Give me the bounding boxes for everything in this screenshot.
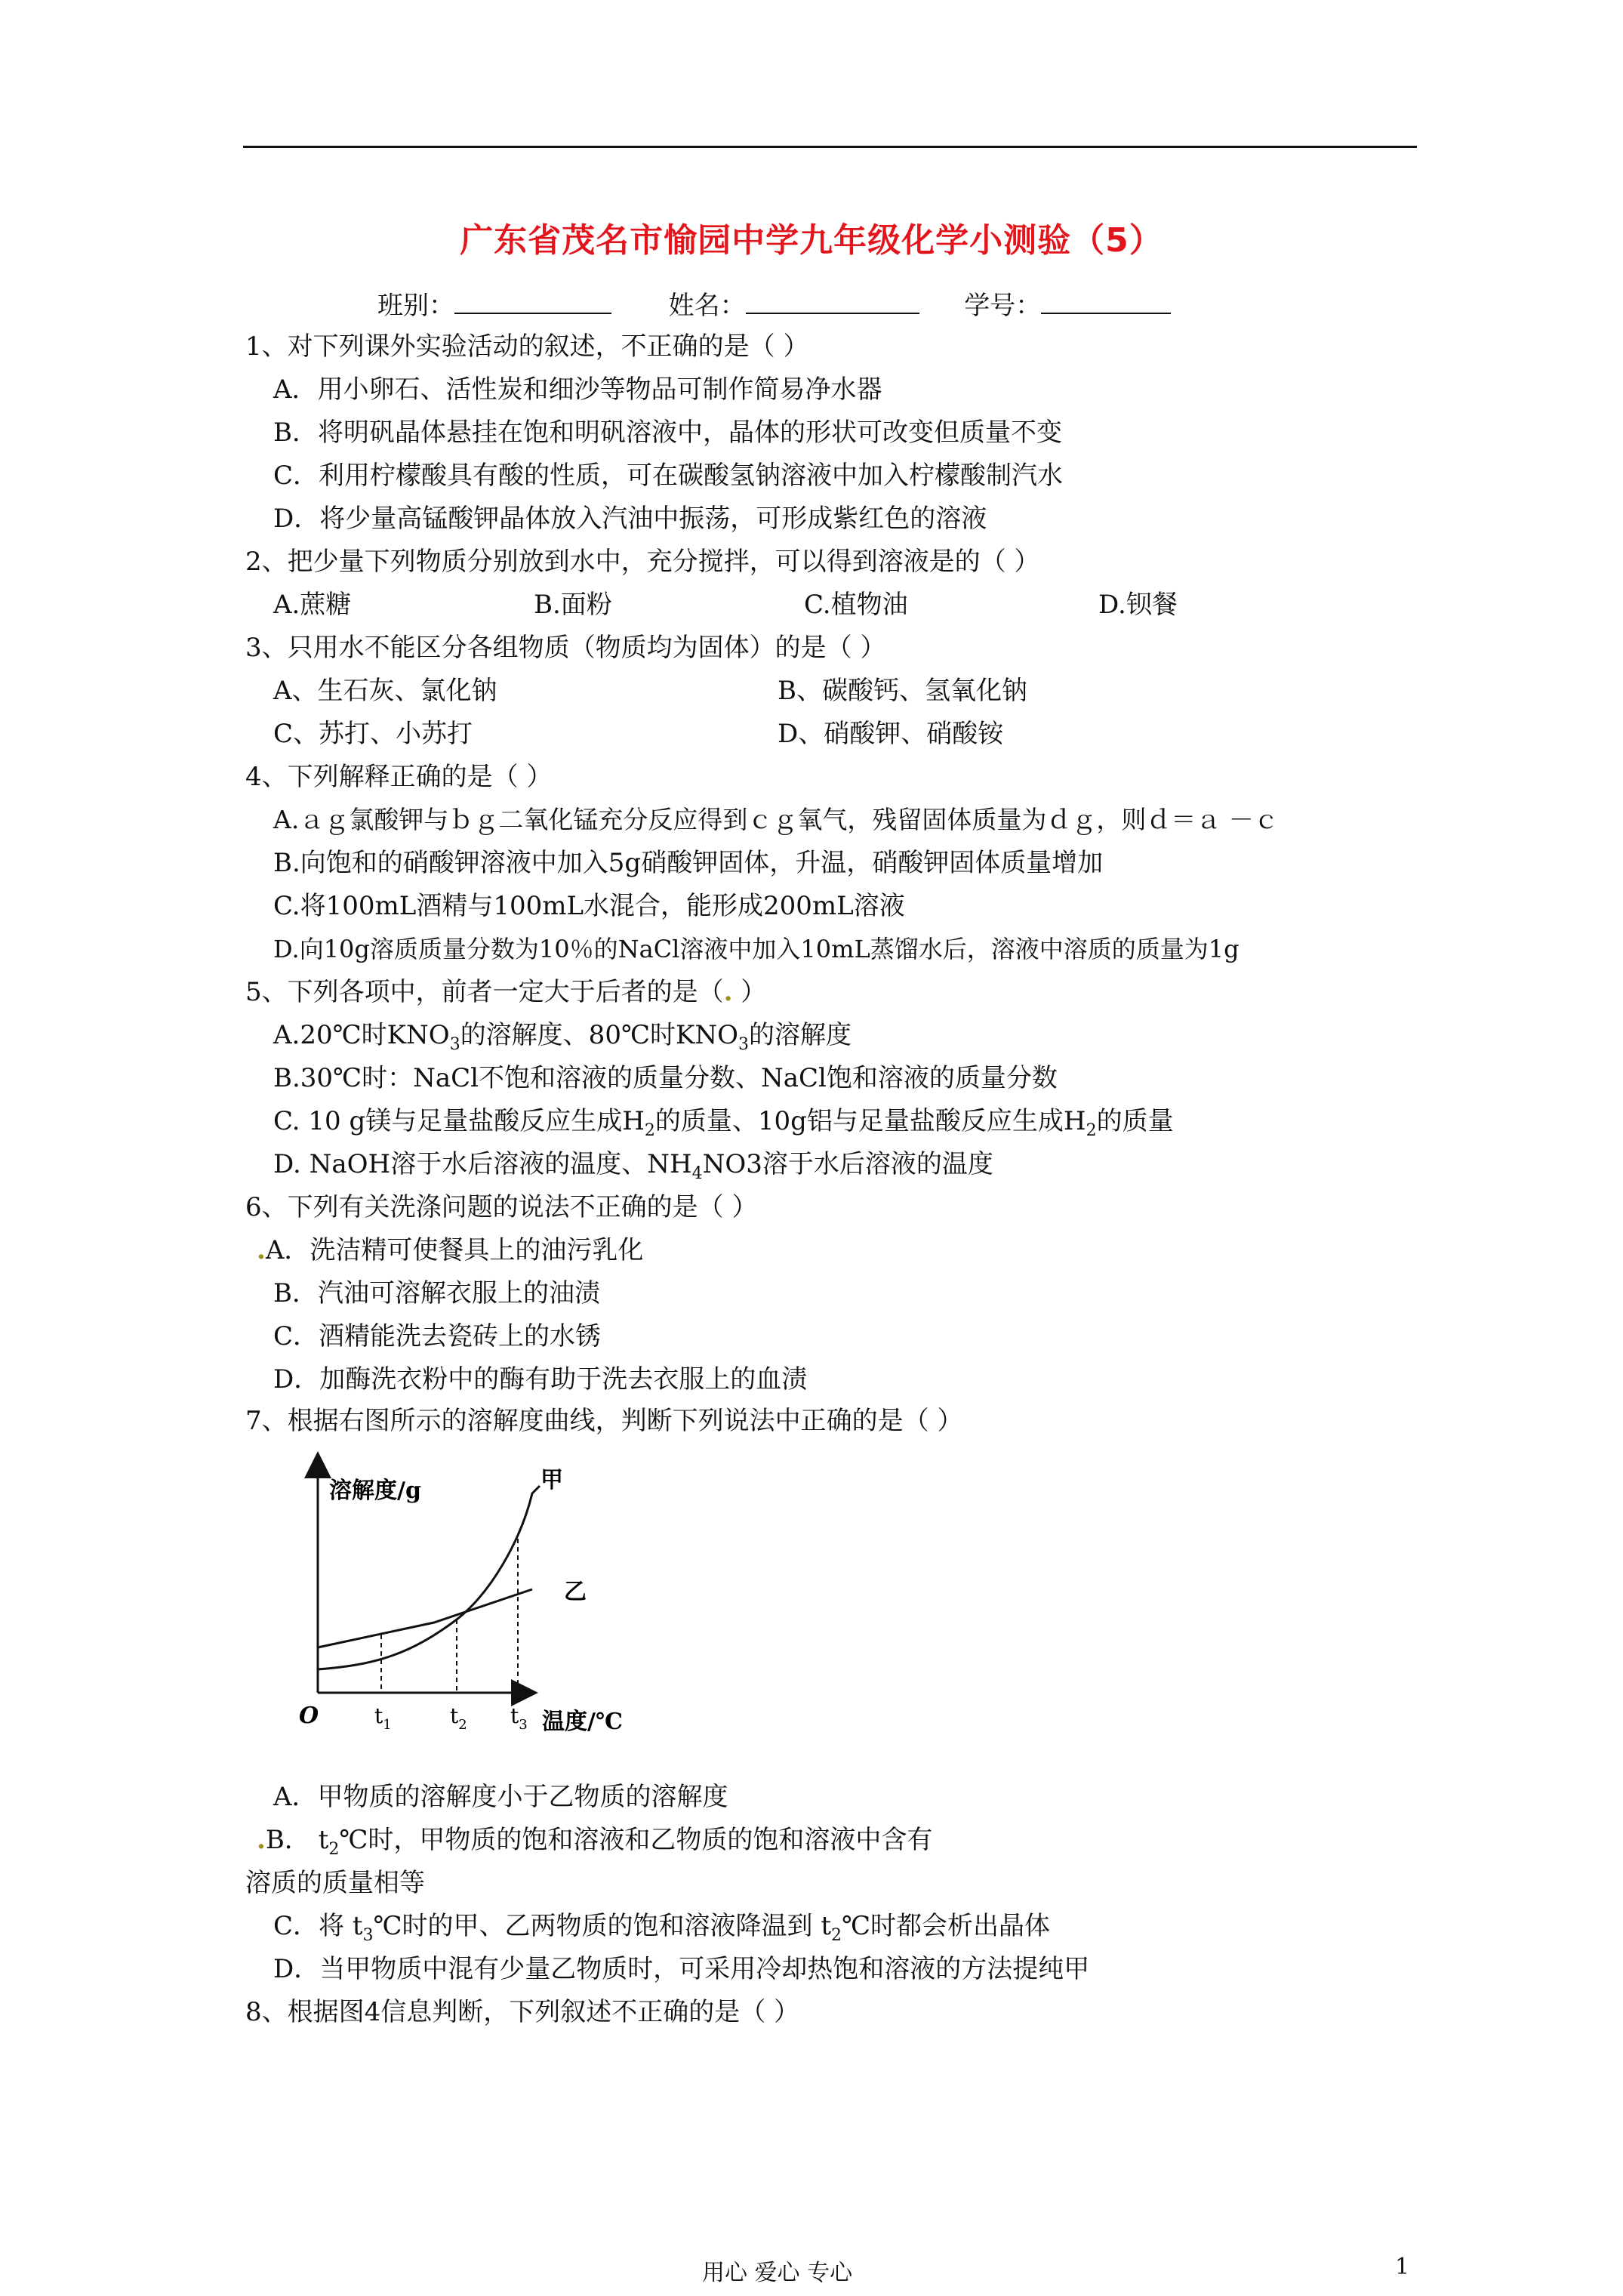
- curve-jia-label: 甲: [540, 1467, 563, 1493]
- q3-option-d: D、硝酸钾、硝酸铵: [778, 719, 1004, 749]
- tick-t3: $t_3$: [510, 1703, 528, 1733]
- q3-option-a: A、生石灰、氯化钠: [273, 676, 497, 706]
- q7-option-b: [257, 1825, 933, 1859]
- solubility-curve-figure: [287, 1450, 664, 1744]
- q7b-text-2: ℃时，甲物质的饱和溶液和乙物质的饱和溶液中含有: [339, 1825, 933, 1855]
- question-8-stem: 8、根据图4信息判断，下列叙述不正确的是（ ）: [245, 1997, 800, 2027]
- q6-option-c: C．酒精能洗去瓷砖上的水锈: [273, 1321, 602, 1351]
- q5d-sub-1: 4: [691, 1163, 703, 1183]
- q2-option-c: C.植物油: [804, 590, 908, 620]
- curve-yi-label: 乙: [564, 1579, 587, 1605]
- q5-option-d: [273, 1149, 993, 1183]
- q2-option-d: D.钡餐: [1098, 590, 1178, 620]
- q7-option-a: A．甲物质的溶解度小于乙物质的溶解度: [273, 1782, 728, 1812]
- q7-dot: .: [257, 1825, 266, 1855]
- page-number: 1: [1395, 2254, 1410, 2280]
- q5a-sub-1: 3: [449, 1034, 460, 1054]
- q1-option-c: C．利用柠檬酸具有酸的性质，可在碳酸氢钠溶液中加入柠檬酸制汽水: [273, 461, 1064, 491]
- question-6-stem: 6、下列有关洗涤问题的说法不正确的是（ ）: [245, 1192, 758, 1222]
- footer-motto: 用心 爱心 专心: [702, 2260, 853, 2286]
- curve-jia: [318, 1486, 540, 1669]
- q2-option-a: A.蔗糖: [273, 590, 352, 620]
- student-id-blank[interactable]: [1041, 290, 1171, 314]
- name-blank[interactable]: [746, 290, 919, 314]
- q5a-sub-2: 3: [738, 1034, 750, 1054]
- q6-option-a: [257, 1235, 643, 1265]
- q5a-text-2: 的溶解度、80℃时KNO: [460, 1020, 739, 1050]
- y-axis-label: 溶解度/g: [329, 1478, 421, 1504]
- q5b-text: B.30℃时：NaCl不饱和溶液的质量分数、NaCl饱和溶液的质量分数: [273, 1063, 1058, 1093]
- question-3-stem: 3、只用水不能区分各组物质（物质均为固体）的是（ ）: [245, 633, 886, 663]
- q5c-text-1: C. 10 g镁与足量盐酸反应生成H: [273, 1106, 645, 1136]
- q4-option-c: C.将100mL酒精与100mL水混合，能形成200mL溶液: [273, 891, 905, 921]
- q4-option-d: D.向10g溶质质量分数为10％的NaCl溶液中加入10mL蒸馏水后，溶液中溶质的质量为1g: [273, 935, 1240, 963]
- q1-option-b: B．将明矾晶体悬挂在饱和明矾溶液中，晶体的形状可改变但质量不变: [273, 418, 1062, 448]
- q5-stem-close: ）: [732, 977, 767, 1007]
- q1-option-d: D．将少量高锰酸钾晶体放入汽油中振荡，可形成紫红色的溶液: [273, 504, 987, 534]
- q7b-sub: 2: [328, 1839, 340, 1859]
- header-rule: [243, 146, 1417, 148]
- q5d-text-2: NO3溶于水后溶液的温度: [702, 1149, 993, 1179]
- q7-option-c: [273, 1911, 1051, 1945]
- question-2-stem: 2、把少量下列物质分别放到水中，充分搅拌，可以得到溶液是的（ ）: [245, 547, 1040, 577]
- q6a-text: A．洗洁精可使餐具上的油污乳化: [265, 1235, 644, 1265]
- q5a-text-3: 的溶解度: [749, 1020, 852, 1050]
- q7c-text-3: ℃时都会析出晶体: [842, 1911, 1051, 1941]
- q3-option-c: C、苏打、小苏打: [273, 719, 473, 749]
- q5-stem-dot: .: [723, 977, 733, 1007]
- q5-option-a: [273, 1020, 852, 1054]
- q6-dot: .: [257, 1235, 266, 1265]
- q2-option-b: B.面粉: [534, 590, 612, 620]
- student-info-line: [377, 290, 1171, 321]
- q4-option-a: A.ａｇ氯酸钾与ｂｇ二氧化锰充分反应得到ｃｇ氧气，残留固体质量为ｄｇ，则ｄ＝ａ －ｃ: [273, 805, 1279, 834]
- q7-option-b-cont: 溶质的质量相等: [245, 1868, 425, 1898]
- q7c-text-2: ℃时的甲、乙两物质的饱和溶液降温到 t: [373, 1911, 832, 1941]
- q7b-text-1: B． t: [265, 1825, 329, 1855]
- x-axis-label: 温度/℃: [542, 1709, 623, 1735]
- q7c-text-1: C．将 t: [273, 1911, 363, 1941]
- origin-label: O: [299, 1703, 319, 1729]
- question-7-stem: 7、根据右图所示的溶解度曲线，判断下列说法中正确的是（ ）: [245, 1406, 963, 1436]
- q1-option-a: A．用小卵石、活性炭和细沙等物品可制作简易净水器: [273, 374, 882, 405]
- q7c-sub-2: 2: [831, 1925, 842, 1945]
- page-title: 广东省茂名市愉园中学九年级化学小测验（5）: [460, 221, 1163, 260]
- class-blank[interactable]: [454, 290, 611, 314]
- q5c-text-2: 的质量、10g铝与足量盐酸反应生成H: [654, 1106, 1086, 1136]
- curve-yi: [318, 1589, 532, 1647]
- q5-option-c: [273, 1106, 1174, 1140]
- q7-option-d: D．当甲物质中混有少量乙物质时，可采用冷却热饱和溶液的方法提纯甲: [273, 1954, 1090, 1984]
- q5-option-b: [273, 1063, 1058, 1093]
- name-label: 姓名：: [668, 291, 746, 321]
- class-label: 班别：: [377, 291, 454, 321]
- q5c-sub-1: 2: [644, 1120, 655, 1140]
- question-4-stem: 4、下列解释正确的是（ ）: [245, 762, 553, 792]
- student-id-label: 学号：: [964, 291, 1042, 321]
- q7c-sub-1: 3: [362, 1925, 374, 1945]
- q5d-text-1: D. NaOH溶于水后溶液的温度、NH: [273, 1149, 692, 1179]
- tick-t1: $t_1$: [374, 1703, 392, 1733]
- q6-option-b: B．汽油可溶解衣服上的油渍: [273, 1278, 600, 1308]
- tick-t2: $t_2$: [450, 1703, 467, 1733]
- q5-stem-text: 5、下列各项中，前者一定大于后者的是（: [245, 977, 724, 1007]
- q5c-sub-2: 2: [1086, 1120, 1097, 1140]
- q5a-text-1: A.20℃时KNO: [273, 1020, 450, 1050]
- question-1-stem: 1、对下列课外实验活动的叙述，不正确的是（ ）: [245, 331, 809, 362]
- question-5-stem: [245, 977, 766, 1007]
- q4-option-b: B.向饱和的硝酸钾溶液中加入5g硝酸钾固体，升温，硝酸钾固体质量增加: [273, 848, 1104, 878]
- q3-option-b: B、碳酸钙、氢氧化钠: [778, 676, 1027, 706]
- q6-option-d: D．加酶洗衣粉中的酶有助于洗去衣服上的血渍: [273, 1364, 808, 1395]
- q5c-text-3: 的质量: [1096, 1106, 1174, 1136]
